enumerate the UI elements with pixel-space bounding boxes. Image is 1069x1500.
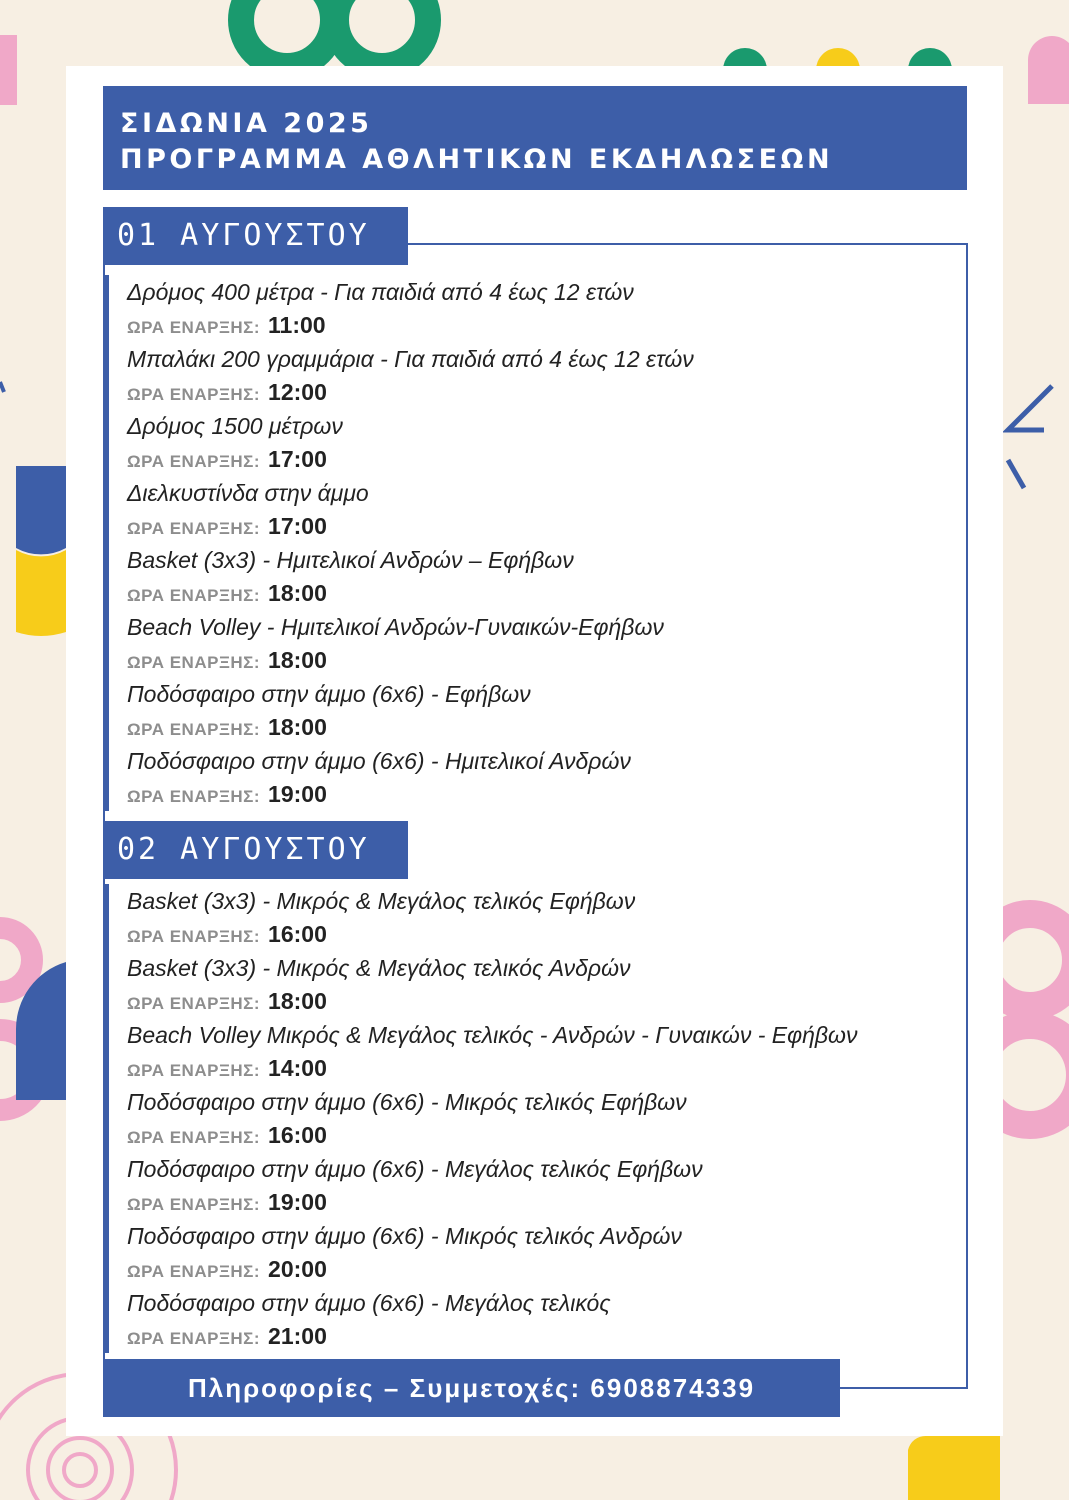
event-time: 19:00 bbox=[268, 781, 327, 807]
event-time: 12:00 bbox=[268, 379, 327, 405]
time-label: ΩΡΑ ΕΝΑΡΞΗΣ: bbox=[127, 452, 261, 471]
time-label: ΩΡΑ ΕΝΑΡΞΗΣ: bbox=[127, 519, 261, 538]
event-name: Ποδόσφαιρο στην άμμο (6x6) - Μεγάλος τελικός bbox=[127, 1290, 611, 1316]
list-item bbox=[103, 1152, 923, 1219]
event-name: Ποδόσφαιρο στην άμμο (6x6) - Μεγάλος τελικός Εφήβων bbox=[127, 1156, 703, 1182]
time-label: ΩΡΑ ΕΝΑΡΞΗΣ: bbox=[127, 787, 261, 806]
event-time: 17:00 bbox=[268, 513, 327, 539]
event-name: Ποδόσφαιρο στην άμμο (6x6) - Εφήβων bbox=[127, 681, 531, 707]
list-item bbox=[103, 951, 923, 1018]
event-time: 14:00 bbox=[268, 1055, 327, 1081]
list-item bbox=[103, 275, 923, 342]
list-item bbox=[103, 610, 923, 677]
list-item bbox=[103, 342, 923, 409]
event-time: 20:00 bbox=[268, 1256, 327, 1282]
day-heading-2: 02 ΑΥΓΟΥΣΤΟΥ bbox=[103, 821, 408, 879]
event-name: Beach Volley - Ημιτελικοί Ανδρών-Γυναικών-Εφήβων bbox=[127, 614, 664, 640]
day-heading-1: 01 ΑΥΓΟΥΣΤΟΥ bbox=[103, 207, 408, 265]
time-label: ΩΡΑ ΕΝΑΡΞΗΣ: bbox=[127, 586, 261, 605]
time-label: ΩΡΑ ΕΝΑΡΞΗΣ: bbox=[127, 720, 261, 739]
list-item bbox=[103, 884, 923, 951]
event-name: Ποδόσφαιρο στην άμμο (6x6) - Ημιτελικοί Ανδρών bbox=[127, 748, 631, 774]
time-label: ΩΡΑ ΕΝΑΡΞΗΣ: bbox=[127, 385, 261, 404]
event-time: 16:00 bbox=[268, 1122, 327, 1148]
time-label: ΩΡΑ ΕΝΑΡΞΗΣ: bbox=[127, 994, 261, 1013]
event-name: Δρόμος 400 μέτρα - Για παιδιά από 4 έως 12 ετών bbox=[127, 279, 634, 305]
event-name: Ποδόσφαιρο στην άμμο (6x6) - Μικρός τελικός Ανδρών bbox=[127, 1223, 682, 1249]
event-time: 18:00 bbox=[268, 988, 327, 1014]
event-name: Δρόμος 1500 μέτρων bbox=[127, 413, 343, 439]
event-time: 19:00 bbox=[268, 1189, 327, 1215]
time-label: ΩΡΑ ΕΝΑΡΞΗΣ: bbox=[127, 1195, 261, 1214]
event-name: Μπαλάκι 200 γραμμάρια - Για παιδιά από 4 έως 12 ετών bbox=[127, 346, 694, 372]
schedule-card bbox=[66, 66, 1003, 1436]
time-label: ΩΡΑ ΕΝΑΡΞΗΣ: bbox=[127, 927, 261, 946]
time-label: ΩΡΑ ΕΝΑΡΞΗΣ: bbox=[127, 1329, 261, 1348]
title-line-2: ΠΡΟΓΡΑΜΜΑ ΑΘΛΗΤΙΚΩΝ ΕΚΔΗΛΩΣΕΩΝ bbox=[120, 144, 834, 175]
list-item bbox=[103, 409, 923, 476]
event-time: 11:00 bbox=[268, 312, 326, 338]
event-time: 18:00 bbox=[268, 580, 327, 606]
list-item bbox=[103, 1018, 923, 1085]
event-time: 18:00 bbox=[268, 647, 327, 673]
event-name: Ποδόσφαιρο στην άμμο (6x6) - Μικρός τελικός Εφήβων bbox=[127, 1089, 687, 1115]
list-item bbox=[103, 543, 923, 610]
title-line-1: ΣΙΔΩΝΙΑ 2025 bbox=[120, 108, 373, 139]
day-2-event-list bbox=[103, 884, 923, 1353]
time-label: ΩΡΑ ΕΝΑΡΞΗΣ: bbox=[127, 318, 261, 337]
time-label: ΩΡΑ ΕΝΑΡΞΗΣ: bbox=[127, 653, 261, 672]
time-label: ΩΡΑ ΕΝΑΡΞΗΣ: bbox=[127, 1262, 261, 1281]
time-label: ΩΡΑ ΕΝΑΡΞΗΣ: bbox=[127, 1061, 261, 1080]
day-1-event-list bbox=[103, 275, 923, 811]
page-title bbox=[103, 86, 967, 190]
list-item bbox=[103, 744, 923, 811]
event-time: 21:00 bbox=[268, 1323, 327, 1349]
event-name: Basket (3x3) - Ημιτελικοί Ανδρών – Εφήβων bbox=[127, 547, 574, 573]
contact-footer: Πληροφορίες – Συμμετοχές: 6908874339 bbox=[103, 1359, 840, 1417]
event-time: 17:00 bbox=[268, 446, 327, 472]
event-name: Beach Volley Μικρός & Μεγάλος τελικός - Ανδρών - Γυναικών - Εφήβων bbox=[127, 1022, 858, 1048]
list-item bbox=[103, 476, 923, 543]
list-item bbox=[103, 677, 923, 744]
event-time: 18:00 bbox=[268, 714, 327, 740]
event-time: 16:00 bbox=[268, 921, 327, 947]
event-name: Basket (3x3) - Μικρός & Μεγάλος τελικός Εφήβων bbox=[127, 888, 636, 914]
list-item bbox=[103, 1286, 923, 1353]
time-label: ΩΡΑ ΕΝΑΡΞΗΣ: bbox=[127, 1128, 261, 1147]
event-name: Basket (3x3) - Μικρός & Μεγάλος τελικός Ανδρών bbox=[127, 955, 631, 981]
list-item bbox=[103, 1085, 923, 1152]
list-item bbox=[103, 1219, 923, 1286]
event-name: Διελκυστίνδα στην άμμο bbox=[127, 480, 369, 506]
